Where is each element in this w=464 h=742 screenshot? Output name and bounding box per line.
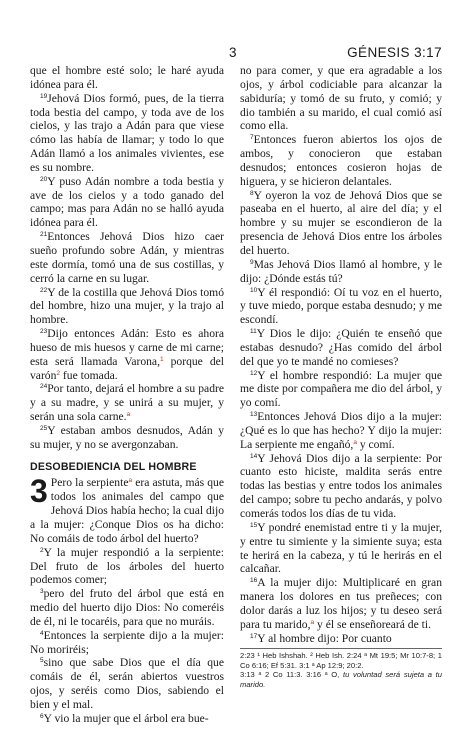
- verse: [30, 424, 224, 452]
- verse-text: Entonces Jehová Dios dijo a la mujer: ¿Qué es lo que has hecho? Y dijo la mujer: La serpiente me engañó,: [240, 410, 442, 451]
- verse-number: 14: [250, 452, 258, 460]
- verse-text: Y estaban ambos desnudos, Adán y su mujer, y no se avergonzaban.: [30, 423, 224, 451]
- verse: [30, 656, 224, 711]
- footnote-marker[interactable]: a: [353, 438, 357, 446]
- running-head-reference: GÉNESIS 3:17: [347, 45, 442, 60]
- verse-number: 7: [250, 134, 254, 142]
- footnote-italic-text: tu voluntad será sujeta a tu marido.: [240, 670, 442, 689]
- verse-text: Y Jehová Dios dijo a la serpiente: Por cuanto esto hiciste, maldita serás entre todas las bestias y entre todos los animales del campo; sobre tu pecho andarás, y polvo comerás todos los días de tu vida.: [240, 451, 442, 520]
- verse: [240, 369, 442, 411]
- verse: [30, 473, 225, 545]
- verse-number: 23: [40, 328, 48, 336]
- verse-text: Y vio la mujer que el árbol era bue-: [43, 711, 209, 725]
- verse: [30, 587, 224, 629]
- footnote-line: [240, 670, 442, 689]
- verse-text: Jehová Dios formó, pues, de la tierra toda bestia del campo, y toda ave de los cielos, y las trajo a Adán para que viese cómo las había de llamar; y todo lo que Adán llamó a los animales vivientes, ese es su nombre.: [30, 91, 224, 174]
- verse-number: 13: [250, 411, 258, 419]
- verse-text: fue tomada.: [60, 368, 118, 382]
- verse: [30, 327, 224, 382]
- verse-number: 11: [250, 328, 257, 336]
- running-header: [30, 45, 442, 65]
- verse-number: 24: [40, 383, 48, 391]
- verse-number: 16: [250, 577, 258, 585]
- verse-text: que el hombre esté solo; le haré ayuda idónea para él.: [30, 64, 224, 91]
- verse-text: y él se enseñoreará de ti.: [314, 617, 431, 631]
- verse: [30, 230, 224, 285]
- verse: [30, 629, 224, 657]
- verse-number: 12: [250, 369, 258, 377]
- verse-number: 3: [40, 588, 44, 596]
- verse: [240, 452, 442, 521]
- verse-number: 21: [40, 231, 48, 239]
- verse: [240, 133, 442, 188]
- page-number: 3: [229, 45, 237, 60]
- verse-number: 19: [40, 92, 48, 100]
- verse-number: 25: [40, 424, 48, 432]
- verse-text: porque del varón: [30, 354, 224, 382]
- verse-number: 22: [40, 286, 48, 294]
- verse-number: 20: [40, 175, 48, 183]
- footnote-marker[interactable]: 2: [56, 369, 61, 377]
- verse-number: 2: [40, 546, 44, 554]
- verse-text: Pero la serpiente: [50, 476, 129, 490]
- verse: [240, 327, 442, 369]
- verse-text: Y de la costilla que Jehová Dios tomó del hombre, hizo una mujer, y la trajo al hombre.: [30, 285, 224, 327]
- verse-number: 4: [40, 629, 44, 637]
- verse-number: 15: [250, 521, 258, 529]
- verse-text: Y Dios le dijo: ¿Quién te enseñó que estabas desnudo? ¿Has comido del árbol del que yo te mandé no comieses?: [240, 327, 442, 368]
- verse: [240, 258, 442, 286]
- verse-text: y comí.: [356, 437, 395, 451]
- verse: [30, 175, 224, 230]
- verse: [240, 410, 442, 452]
- chapter-number: 3: [30, 473, 48, 510]
- verse-number: 6: [40, 712, 44, 720]
- verse-text: Y al hombre dijo: Por cuanto: [257, 631, 392, 645]
- verse-number: 17: [250, 632, 258, 640]
- footnote-marker[interactable]: a: [126, 411, 131, 419]
- verse: [30, 712, 224, 726]
- verse-text: Y el hombre respondió: La mujer que me diste por compañera me dio del árbol, y yo comí.: [240, 368, 442, 410]
- verse-text: no para comer, y que era agradable a los ojos, y árbol codiciable para alcanzar la sabiduría; y tomó de su fruto, y comió; y dio también a su marido, el cual comió así como ella.: [240, 64, 442, 133]
- footnote-line: 2:23 ¹ Heb Ishshah. ² Heb Ish. 2:24 ᵃ Mt 19:5; Mr 10:7-8; 1 Co 6:16; Ef 5:31. 3:1 ᵃ Ap 12:9; 20:2.: [240, 651, 442, 670]
- verse: [240, 521, 442, 576]
- verse: [240, 189, 442, 258]
- left-column: [30, 64, 224, 726]
- verse-text: Por tanto, dejará el hombre a su padre y a su madre, y se unirá a su mujer, y serán una sola carne.: [30, 382, 224, 424]
- footnote-reference: 3:13 ᵃ 2 Co 11:3. 3:16 ᵃ O,: [240, 670, 343, 680]
- verse-text: Y la mujer respondió a la serpiente: Del fruto de los árboles del huerto podemos comer;: [30, 545, 224, 587]
- verse: [240, 576, 442, 631]
- verse-text: Y pondré enemistad entre ti y la mujer, y entre tu simiente y la simiente suya; esta te herirá en la cabeza, y tú le herirás en el calcañar.: [240, 520, 442, 576]
- verse: [240, 632, 442, 646]
- verse: [30, 286, 224, 328]
- right-column: [240, 64, 442, 645]
- verse-number: 8: [250, 189, 254, 197]
- footnote-marker[interactable]: a: [310, 618, 315, 626]
- verse-text: pero del fruto del árbol que está en medio del huerto dijo Dios: No comeréis de él, ni le tocaréis, para que no muráis.: [30, 587, 224, 628]
- verse-text: Entonces fueron abiertos los ojos de ambos, y conocieron que estaban desnudos; entonces cosieron hojas de higuera, y se hicieron delantales.: [240, 133, 442, 188]
- verse-text: Y él respondió: Oí tu voz en el huerto, y tuve miedo, porque estaba desnudo; y me escondí.: [240, 285, 442, 327]
- verse-text: Y oyeron la voz de Jehová Dios que se paseaba en el huerto, al aire del día; y el hombre y su mujer se escondieron de la presencia de Jehová Dios entre los árboles del huerto.: [240, 188, 442, 257]
- footnote-divider: [240, 648, 442, 649]
- verse-text: A la mujer dijo: Multiplicaré en gran manera los dolores en tus preñeces; con dolor darás a luz los hijos; y tu deseo será para tu marido,: [240, 576, 442, 631]
- footnote-marker[interactable]: 1: [159, 355, 164, 363]
- verse: [30, 92, 224, 175]
- verse-text: Y puso Adán nombre a toda bestia y ave de los cielos y a todo ganado del campo; mas para Adán no se halló ayuda idónea para él.: [30, 174, 224, 230]
- verse-number: 5: [40, 657, 44, 665]
- footnotes: [240, 651, 442, 689]
- verse: [30, 382, 224, 424]
- verse: [240, 286, 442, 328]
- verse-text: Entonces Jehová Dios hizo caer sueño profundo sobre Adán, y mientras este dormía, tomó una de sus costillas, y cerró la carne en su lugar.: [30, 230, 224, 285]
- footnote-marker[interactable]: a: [128, 477, 133, 485]
- verse-number: 9: [250, 258, 254, 266]
- verse-number: 10: [250, 286, 258, 294]
- verse-text: era astuta, más que todos los animales del campo que Jehová Dios había hecho; la cual dijo a la mujer: ¿Conque Dios os ha dicho: No comáis de todo árbol del huerto?: [30, 476, 225, 545]
- verse: [30, 546, 224, 588]
- verse-text: Dijo entonces Adán: Esto es ahora hueso de mis huesos y carne de mi carne; esta será llamada Varona,: [30, 327, 224, 368]
- section-heading: DESOBEDIENCIA DEL HOMBRE: [30, 460, 197, 473]
- verse-text: Mas Jehová Dios llamó al hombre, y le dijo: ¿Dónde estás tú?: [240, 257, 442, 285]
- verse-text: Entonces la serpiente dijo a la mujer: No moriréis;: [30, 628, 224, 656]
- verse-text: sino que sabe Dios que el día que comáis de él, serán abiertos vuestros ojos, y seréis como Dios, sabiendo el bien y el mal.: [30, 656, 224, 711]
